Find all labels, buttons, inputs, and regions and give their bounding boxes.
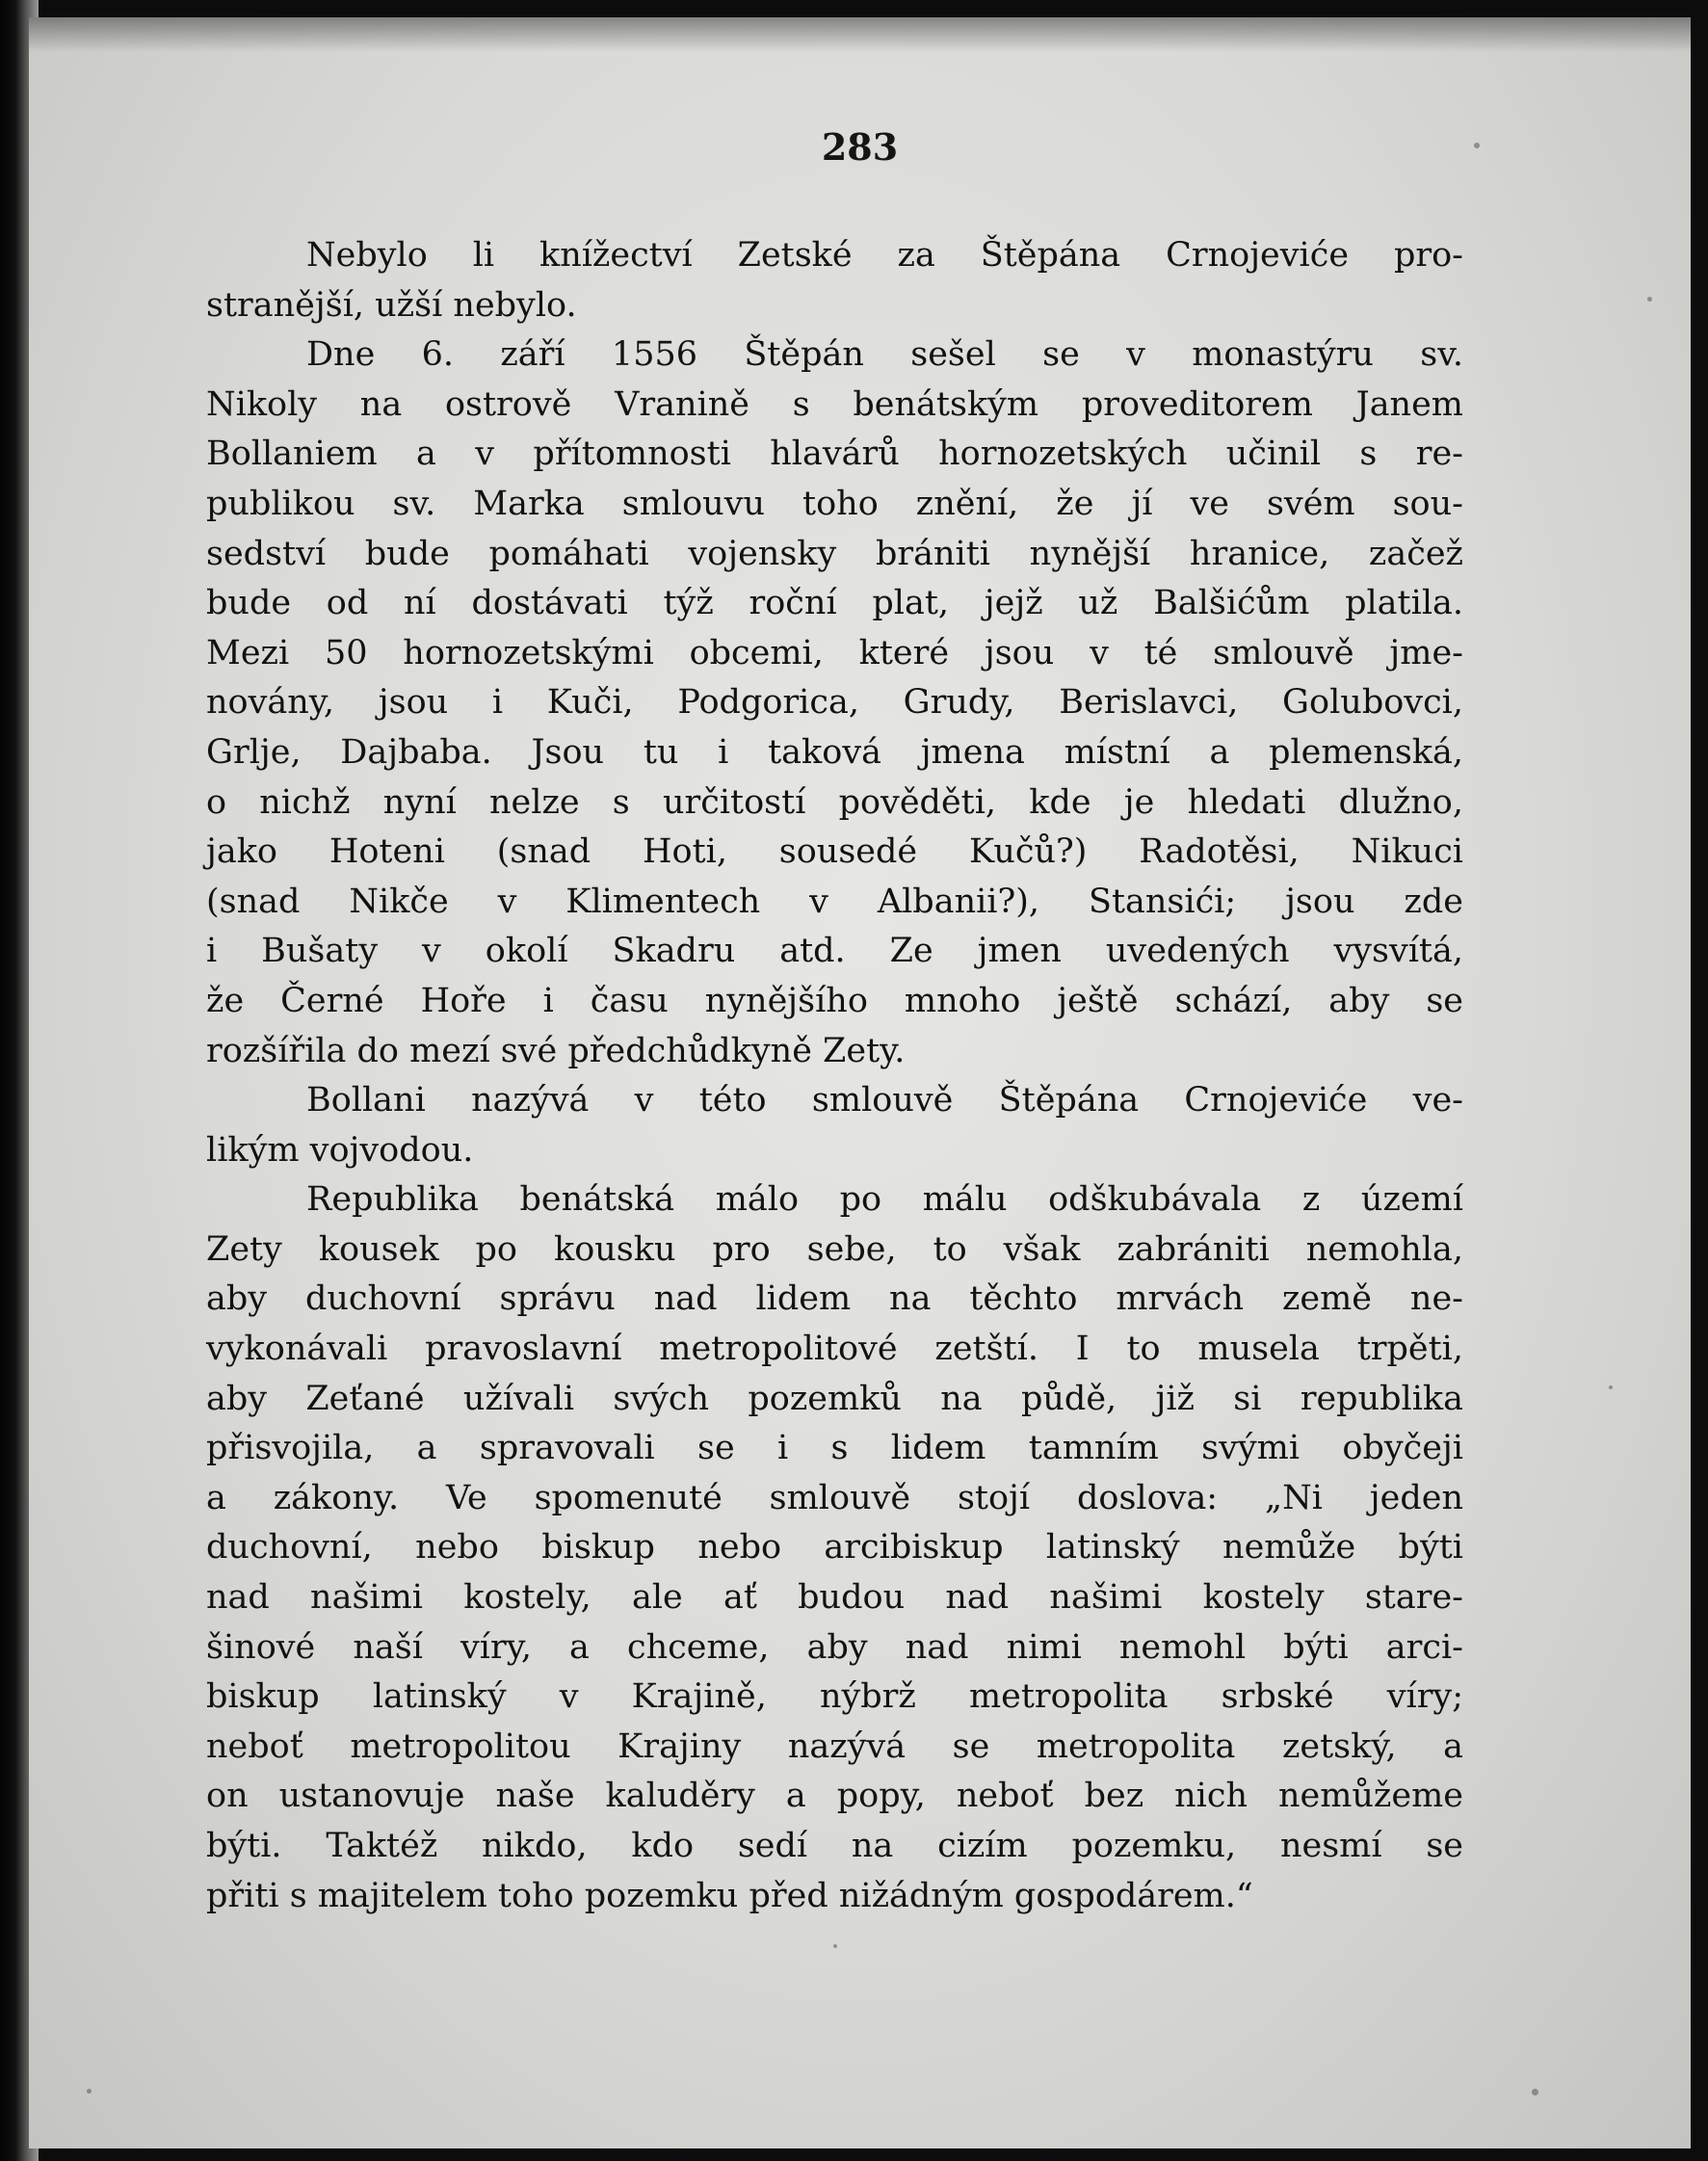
text-line: likým vojvodou. <box>206 1130 474 1170</box>
text-line: jako Hoteni (snad Hoti, sousedé Kučů?) Radotěsi, Nikuci <box>206 832 1463 872</box>
text-line: Nikoly na ostrově Vranině s benátským proveditorem Janem <box>206 384 1463 424</box>
scan-speck <box>1647 297 1652 302</box>
text-line: i Bušaty v okolí Skadru atd. Ze jmen uvedených vysvítá, <box>206 932 1463 971</box>
text-line: Grlje, Dajbaba. Jsou tu i taková jmena místní a plemenská, <box>206 732 1463 772</box>
text-line: Republika benátská málo po málu odškubávala z území <box>306 1180 1463 1220</box>
body-text <box>206 231 1463 1921</box>
text-line: sedství bude pomáhati vojensky brániti nynější hranice, začež <box>206 534 1463 573</box>
text-line: Bollaniem a v přítomnosti hlavárů hornozetských učinil s re- <box>206 435 1463 474</box>
text-line: neboť metropolitou Krajiny nazývá se metropolita zetský, a <box>206 1726 1463 1766</box>
text-line: bude od ní dostávati týž roční plat, jejž už Balšićům platila. <box>206 584 1463 623</box>
text-line: stranější, užší nebylo. <box>206 285 577 325</box>
text-line: biskup latinský v Krajině, nýbrž metropolita srbské víry; <box>206 1677 1463 1717</box>
text-line: a zákony. Ve spomenuté smlouvě stojí doslova: „Ni jeden <box>206 1478 1463 1517</box>
text-line: duchovní, nebo biskup nebo arcibiskup latinský nemůže býti <box>206 1528 1463 1568</box>
scan-speck <box>833 1944 837 1948</box>
text-line: nad našimi kostely, ale ať budou nad našimi kostely stare- <box>206 1578 1463 1618</box>
page-number: 283 <box>821 125 899 169</box>
text-line: přiti s majitelem toho pozemku před nižádným gospodárem.“ <box>206 1876 1253 1915</box>
text-line: že Černé Hoře i času nynějšího mnoho ještě schází, aby se <box>206 981 1463 1020</box>
text-line: Mezi 50 hornozetskými obcemi, které jsou v té smlouvě jme- <box>206 633 1463 672</box>
text-line: rozšířila do mezí své předchůdkyně Zety. <box>206 1031 906 1070</box>
text-line: aby duchovní správu nad lidem na těchto mrvách země ne- <box>206 1279 1463 1319</box>
text-line: on ustanovuje naše kaluděry a popy, neboť bez nich nemůžeme <box>206 1777 1463 1816</box>
text-line: Zety kousek po kousku pro sebe, to však zabrániti nemohla, <box>206 1229 1463 1269</box>
text-line: publikou sv. Marka smlouvu toho znění, že jí ve svém sou- <box>206 484 1463 523</box>
text-line: vykonávali pravoslavní metropolitové zetští. I to musela trpěti, <box>206 1330 1463 1369</box>
text-line: přisvojila, a spravovali se i s lidem tamním svými obyčeji <box>206 1429 1463 1468</box>
text-line: Dne 6. září 1556 Štěpán sešel se v monastýru sv. <box>306 335 1463 375</box>
scan-speck <box>1609 1385 1613 1389</box>
scan-top-shadow <box>29 17 1691 52</box>
text-line: novány, jsou i Kuči, Podgorica, Grudy, Berislavci, Golubovci, <box>206 683 1463 723</box>
text-line: šinové naší víry, a chceme, aby nad nimi nemohl býti arci- <box>206 1627 1463 1667</box>
text-line: aby Zeťané užívali svých pozemků na půdě, již si republika <box>206 1379 1463 1418</box>
text-line: Bollani nazývá v této smlouvě Štěpána Crnojeviće ve- <box>306 1081 1463 1120</box>
scan-speck <box>1532 2089 1538 2095</box>
scan-speck <box>1474 143 1480 148</box>
book-page <box>29 17 1691 2148</box>
scan-speck <box>87 2089 92 2094</box>
text-line: (snad Nikče v Klimentech v Albanii?), Stansići; jsou zde <box>206 882 1463 921</box>
text-line: o nichž nyní nelze s určitostí pověděti, kde je hledati dlužno, <box>206 782 1463 822</box>
text-line: Nebylo li knížectví Zetské za Štěpána Crnojeviće pro- <box>306 236 1463 275</box>
text-line: býti. Taktéž nikdo, kdo sedí na cizím pozemku, nesmí se <box>206 1827 1463 1865</box>
